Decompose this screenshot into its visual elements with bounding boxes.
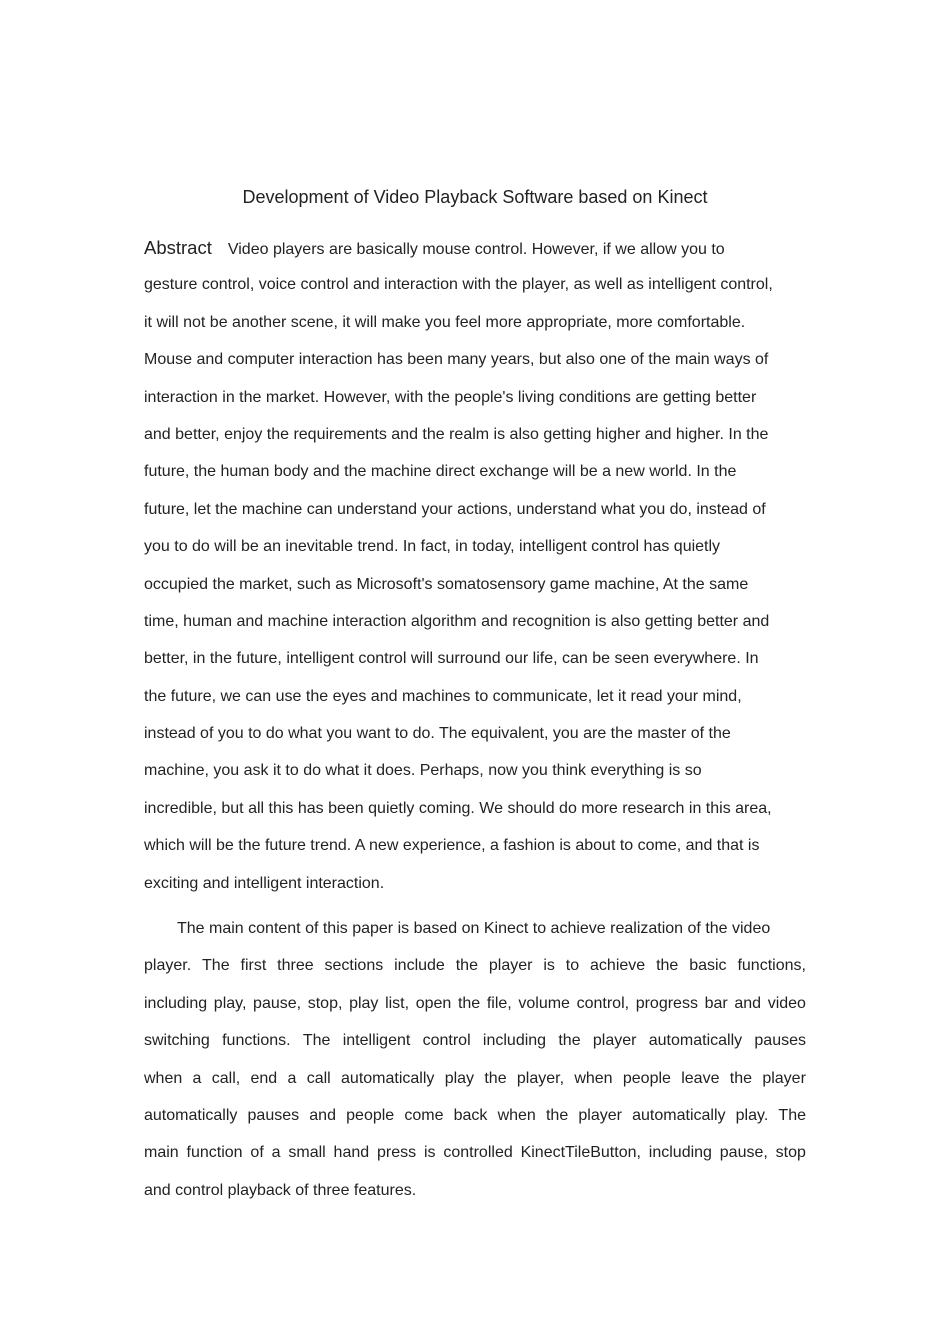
word: The	[302, 1032, 331, 1050]
document-title: Development of Video Playback Software based on Kinect	[242, 187, 708, 207]
abstract-line: which will be the future trend. A new experience, a fashion is about to come, and that is	[144, 837, 760, 855]
word: including	[482, 1032, 547, 1050]
word: call	[306, 1069, 331, 1087]
abstract-line: Mouse and computer interaction has been many years, but also one of the main ways of	[144, 351, 769, 369]
word: list,	[385, 994, 410, 1012]
word: include	[394, 957, 445, 975]
word: the	[455, 957, 478, 975]
word: to	[565, 957, 580, 975]
word: main	[144, 1144, 179, 1162]
word: The	[202, 957, 230, 975]
abstract-line: the future, we can use the eyes and machines to communicate, let it read your mind,	[144, 687, 742, 705]
word: small	[288, 1144, 326, 1162]
word: file,	[486, 994, 512, 1012]
content-line-justified	[144, 1134, 806, 1171]
word: play	[349, 994, 379, 1012]
content-line: The main content of this paper is based on Kinect to achieve realization of the video	[177, 920, 771, 937]
content-line-justified	[144, 985, 806, 1022]
abstract-line: machine, you ask it to do what it does. Perhaps, now you think everything is so	[144, 762, 702, 780]
word: open	[415, 994, 452, 1012]
word: of	[250, 1144, 264, 1162]
word: the	[545, 1106, 569, 1124]
word: controlled	[443, 1144, 513, 1162]
word: is	[423, 1144, 436, 1162]
word: stop,	[307, 994, 343, 1012]
abstract-line: time, human and machine interaction algorithm and recognition is also getting better and	[144, 612, 770, 630]
abstract-line: better, in the future, intelligent control will surround our life, can be seen everywhere. In	[144, 650, 759, 668]
word: come	[404, 1106, 444, 1124]
word: control	[422, 1032, 471, 1050]
word: switching	[144, 1032, 210, 1050]
abstract-line: incredible, but all this has been quietly coming. We should do more research in this area,	[144, 799, 772, 817]
abstract-line: future, let the machine can understand your actions, understand what you do, instead of	[144, 500, 766, 518]
word: is	[543, 957, 555, 975]
abstract-label: Abstract	[144, 237, 212, 258]
content-line-justified	[144, 1097, 806, 1134]
word: back	[453, 1106, 488, 1124]
word: when	[574, 1069, 613, 1087]
word: automatically	[648, 1032, 743, 1050]
word: and	[734, 994, 762, 1012]
word: function	[186, 1144, 243, 1162]
abstract-line: you to do will be an inevitable trend. In fact, in today, intelligent control has quietly	[144, 538, 721, 556]
word: player	[488, 957, 533, 975]
word: volume	[518, 994, 570, 1012]
word: sections	[324, 957, 384, 975]
word: the	[558, 1032, 581, 1050]
abstract-line: and better, enjoy the requirements and the realm is also getting higher and higher. In the	[144, 425, 769, 443]
word: play.	[735, 1106, 769, 1124]
word: the	[457, 994, 481, 1012]
word: the	[484, 1069, 507, 1087]
abstract-line-0	[144, 229, 806, 266]
word: achieve	[590, 957, 646, 975]
word: play	[444, 1069, 475, 1087]
word: including	[648, 1144, 712, 1162]
word: a	[192, 1069, 202, 1087]
word: hand	[333, 1144, 370, 1162]
word: call,	[211, 1069, 241, 1087]
abstract-line: exciting and intelligent interaction.	[144, 874, 385, 892]
word: stop	[775, 1144, 806, 1162]
word: automatically	[632, 1106, 726, 1124]
word: three	[277, 957, 314, 975]
word: when	[144, 1069, 183, 1087]
abstract-line: instead of you to do what you want to do. The equivalent, you are the master of the	[144, 725, 731, 743]
content-line: and control playback of three features.	[144, 1181, 417, 1199]
word: functions,	[737, 957, 806, 975]
word: end	[250, 1069, 278, 1087]
word: when	[497, 1106, 536, 1124]
word: people	[622, 1069, 671, 1087]
word: pauses	[754, 1032, 806, 1050]
word: bar	[704, 994, 728, 1012]
content-line-justified	[144, 1022, 806, 1059]
word: intelligent	[342, 1032, 411, 1050]
word: pause,	[253, 994, 302, 1012]
word: control,	[576, 994, 630, 1012]
word: including	[144, 994, 208, 1012]
abstract-line: it will not be another scene, it will make you feel more appropriate, more comfortable.	[144, 313, 746, 331]
word: the	[656, 957, 679, 975]
word: the	[729, 1069, 753, 1087]
content-line-justified	[144, 1060, 806, 1097]
word: player	[592, 1032, 637, 1050]
abstract-line: gesture control, voice control and interaction with the player, as well as intelligent control,	[144, 276, 773, 294]
word: player	[578, 1106, 622, 1124]
word: automatically	[144, 1106, 238, 1124]
word: The	[778, 1106, 806, 1124]
word: leave	[681, 1069, 720, 1087]
word: basic	[689, 957, 727, 975]
word: play,	[213, 994, 247, 1012]
word: player.	[144, 957, 192, 975]
word: player	[762, 1069, 806, 1087]
word: a	[271, 1144, 281, 1162]
word: press	[376, 1144, 417, 1162]
word: progress	[635, 994, 698, 1012]
word: functions.	[222, 1032, 291, 1050]
word: a	[287, 1069, 297, 1087]
abstract-section	[144, 229, 806, 902]
word: and	[309, 1106, 336, 1124]
abstract-line: future, the human body and the machine direct exchange will be a new world. In the	[144, 463, 737, 481]
word: automatically	[341, 1069, 435, 1087]
abstract-text: Video players are basically mouse control. However, if we allow you to	[227, 241, 725, 258]
word: people	[346, 1106, 395, 1124]
word: KinectTileButton,	[520, 1144, 641, 1162]
word: player,	[516, 1069, 565, 1087]
abstract-line: interaction in the market. However, with the people's living conditions are getting better	[144, 388, 757, 406]
content-paragraph	[144, 910, 806, 1209]
abstract-line: occupied the market, such as Microsoft's somatosensory game machine, At the same	[144, 575, 749, 593]
word: video	[767, 994, 806, 1012]
word: pauses	[247, 1106, 300, 1124]
word: first	[240, 957, 267, 975]
word: pause,	[719, 1144, 768, 1162]
content-line-justified	[144, 947, 806, 984]
